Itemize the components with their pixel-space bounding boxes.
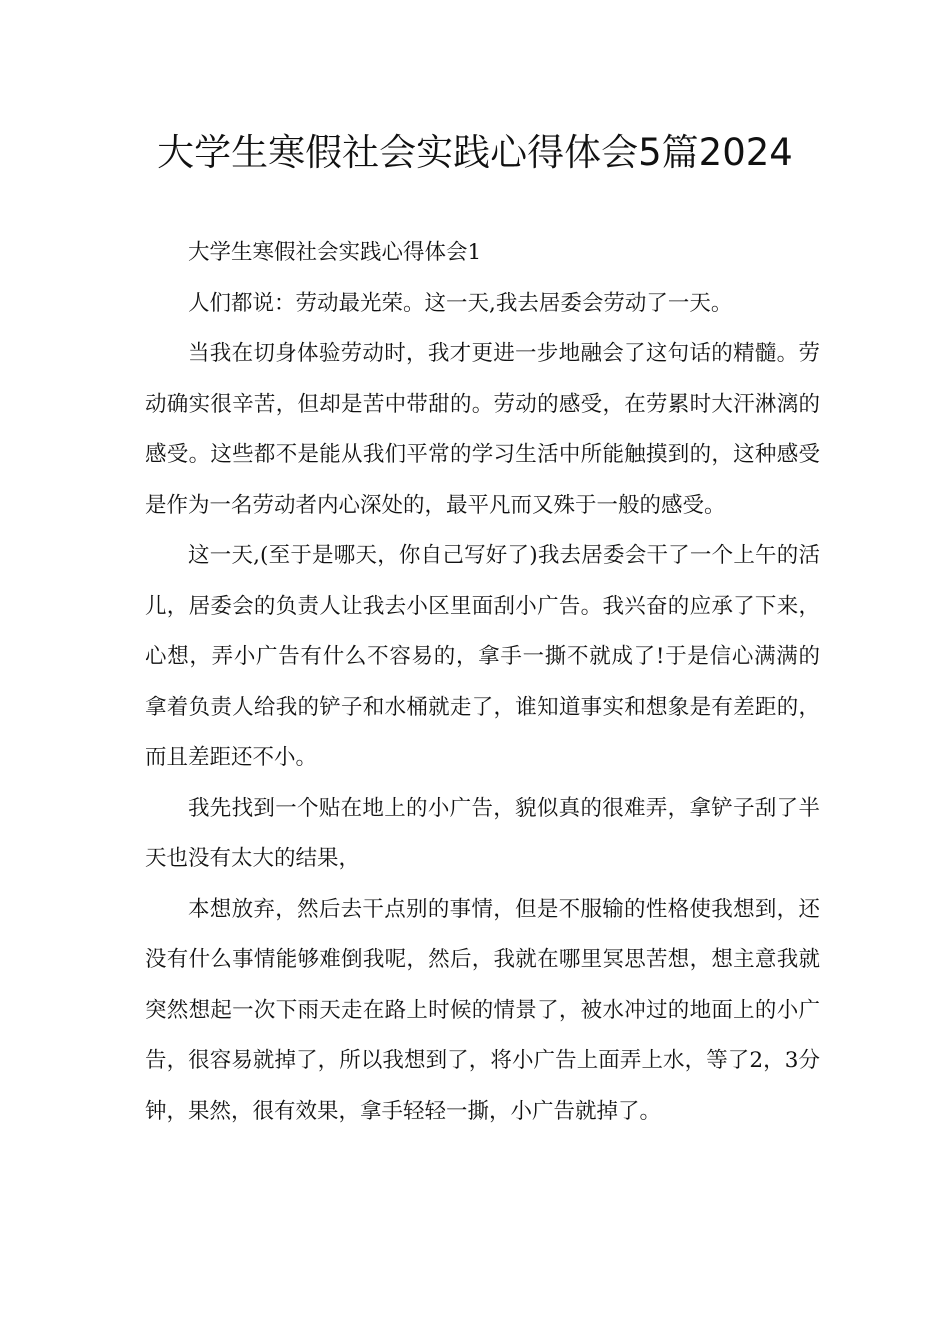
document-body (145, 228, 820, 1137)
document-title: 大学生寒假社会实践心得体会5篇2024 (157, 131, 793, 174)
paragraph: 人们都说：劳动最光荣。这一天,我去居委会劳动了一天。 (188, 290, 733, 316)
paragraph: 我先找到一个贴在地上的小广告，貌似真的很难弄，拿铲子刮了半天也没有太大的结果， (145, 795, 820, 871)
paragraph: 这一天,(至于是哪天，你自己写好了)我去居委会干了一个上午的活儿，居委会的负责人让我去小区里面刮小广告。我兴奋的应承了下来，心想，弄小广告有什么不容易的，拿手一撕不就成了!于是信心满满的拿着负责人给我的铲子和水桶就走了，谁知道事实和想象是有差距的，而且差距还不小。 (145, 543, 820, 770)
paragraph: 本想放弃，然后去干点别的事情，但是不服输的性格使我想到，还没有什么事情能够难倒我呢，然后，我就在哪里冥思苦想，想主意我就突然想起一次下雨天走在路上时候的情景了，被水冲过的地面上的小广告，很容易就掉了，所以我想到了，将小广告上面弄上水，等了2，3分钟，果然，很有效果，拿手轻轻一撕，小广告就掉了。 (145, 896, 820, 1124)
section-heading: 大学生寒假社会实践心得体会1 (188, 240, 482, 265)
paragraph: 当我在切身体验劳动时，我才更进一步地融会了这句话的精髓。劳动确实很辛苦，但却是苦中带甜的。劳动的感受，在劳累时大汗淋漓的感受。这些都不是能从我们平常的学习生活中所能触摸到的，这种感受是作为一名劳动者内心深处的，最平凡而又殊于一般的感受。 (145, 341, 820, 518)
